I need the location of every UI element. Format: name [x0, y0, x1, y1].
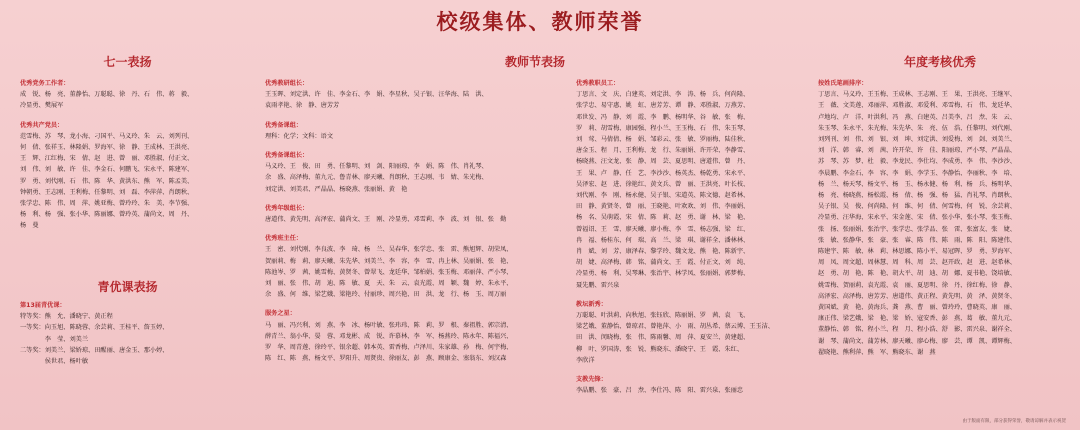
name-line: 罗 华、周青莲、徐玲平、银余超、韩本英、雷香梅、卢泽川、朱家雄、孙 梅、何宇梅、	[265, 344, 513, 352]
name-line: 刘 伟、刘 敏、许 佳、李金石、何鹏飞、宋永平、陈建军、	[20, 166, 194, 174]
column-youth-class	[20, 300, 245, 367]
name-line: 余 盛、何 维、梁艺娥、梁艳玲、付丽珍、周兴艳、田 洪、龙 行、杨 玉、周万丽	[265, 291, 507, 299]
name-line: 马义玲、王 俊、田 勇、任黎明、刘 剑、阳丽琼、李 娟、陈 伟、肖礼琴、	[265, 163, 488, 171]
name-line: 王 薇、文美莲、邓丽萍、邓胜淑、邓爱利、邓雪梅、石 伟、龙廷华、	[818, 102, 1016, 110]
group-heading: 优秀党务工作者：	[20, 80, 70, 87]
name-line: 侯世君、杨叶敏	[20, 358, 89, 366]
name-line: 刘 丽、张 伟、胡 迪、陈 敏、夏 天、朱 云、袁光霞、周 颖、魏 婷、朱永平、	[265, 280, 513, 288]
name-line: 周 凤、周文超、周林慧、周 科、周 芸、赵开政、赵 进、赵希林、	[818, 259, 1016, 267]
name-line: 丁思言、文 庆、白建英、刘定洪、李 涛、杨 兵、何尚隆、	[576, 91, 750, 99]
name-line: 陈 红、陈 燕、杨文平、罗阳升、周贤贵、徐丽友、彭 燕、顾康金、塞翁东、刘汉森	[265, 355, 507, 363]
name-line: 王 辉、江红梅、宋 倩、赵 进、曾 丽、邓胜淑、付正文、	[20, 155, 194, 163]
name-line: 田 洪、闵晓梅、张 伟、陈雨馨、周 萍、夏安兰、黄建超、	[576, 334, 750, 342]
group-heading: 优秀备课组：	[265, 121, 303, 129]
name-line: 万聪聪、叶洪莉、向秋旭、张钰欣、陈丽娟、罗 茜、袁 飞、	[576, 312, 750, 320]
name-line: 王玉晖、刘定洪、许 佳、李金石、李 娟、李星秋、吴子银、汪华海、陆 洪、	[265, 91, 488, 99]
name-line: 唐金玉、程 月、王利梅、龙 行、朱丽娟、许开荣、李静雪、	[576, 147, 750, 155]
group-heading: 优秀年级组长：	[265, 204, 309, 212]
name-line: 田 静、黄贤冬、曾 丽、王晓艳、叶欢欢、刘 伟、李丽娟、	[576, 203, 750, 211]
name-line: 卢地均、卢 洋、叶洪利、冯 燕、白建英、吕美李、吕 焘、朱 云、	[818, 113, 1016, 121]
name-line: 吴泽宏、赵 进、徐艳红、黄文兵、曾 丽、王洪亮、叶长枝、	[576, 180, 750, 188]
name-line: 唐道伟、黄先明、高泽宏、蒲尚文、王 刚、冷显勇、邓雪莉、李 波、刘 银、张 勤	[265, 216, 507, 224]
name-line: 李 莹、刘美兰	[20, 335, 89, 343]
group-heading: 优秀教职员工：	[576, 80, 620, 87]
name-line: 特等奖：熊 允、潘晓宁、黄正程	[20, 313, 113, 321]
name-line: 马 丽、冯兴利、刘 燕、李 冰、杨叶敏、张玮玮、陈 莉、罗 根、秦祖胜、郭宗清、	[265, 321, 513, 329]
name-line: 成 锐、杨 亮、董静怡、万聪聪、徐 丹、石 伟、蒋 毅、	[20, 91, 194, 99]
name-line: 钟朝勇、王志刚、王利梅、任黎明、刘 磊、李萍萍、肖朗秋、	[20, 188, 194, 196]
name-line: 姚雪梅、贺丽莉、袁光霞、袁 丽、夏思明、徐 丹、徐红梅、徐 静、	[818, 281, 1016, 289]
group-heading: 优秀备课组长：	[265, 152, 309, 160]
name-line: 何 倩、张祥玉、林隆娟、罗海军、徐 静、王成林、王洪亮、	[20, 144, 194, 152]
name-line: 高泽宏、高泽梅、唐芳芳、唐道伟、黄正程、黄先明、黄 泽、黄贤冬、	[818, 292, 1016, 300]
name-line: 杨晓燕、汪文龙、张 静、周 芸、夏思明、唐道伟、曾 丹、	[576, 158, 750, 166]
name-line: 王 密、刘代刚、李良波、李 琦、杨 兰、吴春华、张学忠、张 雷、熊旭辉、胡荣凤、	[265, 246, 513, 254]
name-line: 康正伟、梁艺娥、梁 艳、梁 娇、寇安香、彭 燕、葛 敏、董九元、	[818, 315, 1016, 323]
section-title-annual-excellent: 年度考核优秀	[903, 55, 976, 69]
name-line: 刘代刚、李 刚、杨永健、吴子银、宋道英、陈文德、赵希林、	[576, 192, 750, 200]
name-line: 苏 琴、苏 梦、杜 毅、李龙民、李仕均、李成勇、李 伟、李沙沙、	[818, 158, 1016, 166]
name-line: 梁艺娥、董静怡、曾琼君、曾艳萍、小 雨、胡丛希、蔡云博、王玉洁、	[576, 323, 774, 331]
group-heading: 按姓氏笔画排序：	[818, 80, 868, 87]
name-line: 理科：化学；文科：语文	[265, 132, 334, 140]
name-line: 丁思言、马义玲、王玉梅、王成林、王志刚、王 果、王洪亮、王继军、	[818, 91, 1016, 99]
group-heading: 第13届青优课：	[20, 302, 66, 309]
name-line: 谢 琴、蒲尚文、蒲芳林、廖天曦、廖心梅、廖 芸、谭 凯、谭辉梅、	[818, 337, 1016, 345]
name-line: 冷显勇、汪华海、宋永平、宋金莲、宋 倩、张小华、张小琴、张玉梅、	[818, 214, 1016, 222]
name-line: 翟晓艳、熊利萍、熊 军、熊晓东、谢 燕	[818, 348, 936, 356]
name-line: 董静怡、韩 铭、程小兰、程 月、程小浩、舒 影、雷兴泉、谢祥全、	[818, 326, 1016, 334]
name-line: 陈池岑、罗 茜、姚雪梅、黄贤冬、曾翠飞、龙廷华、邹柏娟、张玉梅、邓丽萍、严小琴、	[265, 268, 513, 276]
name-line: 肖 斌、刘 芳、康泽春、黎学玲、魏文龙、熊 艳、陈新宇、	[576, 248, 750, 256]
name-line: 一等奖：向玉旭、陈晓蓉、余芸莉、王桂平、詹玉婷、	[20, 324, 169, 332]
name-line: 王 果、卢 静、任 艺、李沙沙、杨英杰、杨乾勇、宋永平、	[576, 169, 750, 177]
name-line: 朱玉琴、朱永平、朱光梅、朱先华、朱 亮、伍 浩、任黎明、刘代刚、	[818, 124, 1016, 132]
name-line: 赵 勇、胡 艳、陈 艳、胡大平、胡 迪、胡 娜、夏书艳、饶培敏、	[818, 270, 1016, 278]
name-line: 冉 福、杨桂东、何 瑞、高 兰、梁 琪、谢祥全、潘林林、	[576, 236, 750, 244]
name-line: 冷显勇、樊展军	[20, 102, 64, 110]
name-line: 刘定洪、刘美君、严晶晶、杨晓燕、张丽娟、黄 艳	[265, 185, 408, 193]
name-line: 杨 利、杨 强、张小华、陈丽娜、曾玲英、蒲尚文、周 丹、	[20, 211, 194, 219]
column-teachers-day-right	[576, 78, 806, 396]
name-line: 袁雨孝艳、徐 静、唐芳芳	[265, 102, 340, 110]
name-line: 罗 勇、刘代刚、石 伟、陈 华、黄洪东、熊 军、陈孟美、	[20, 177, 194, 185]
name-line: 刘列刊、刘 伟、刘 银、刘 坤、刘定洪、刘爱梅、刘 剑、刘美兰、	[818, 136, 1016, 144]
name-line: 杨 名、吴萌霞、宋 倩、陈 莉、赵 勇、谢 林、梁 艳、	[576, 214, 750, 222]
name-line: 聂先鹏、雷兴泉	[576, 281, 620, 289]
name-line: 张学忠、易守惠、姚 虹、唐芳芳、谭 静、邓胜淑、万燕芳、	[576, 102, 750, 110]
name-line: 杨 曼	[20, 222, 39, 230]
name-line: 刘 洋、韩 睿、刘 茜、许开荣、许 佳、阳丽琼、严小琴、严晶晶、	[818, 147, 1016, 155]
group-heading: 教坛新秀：	[576, 300, 607, 308]
name-line: 张学忠、陈 伟、周 萍、姚亚梅、曾玲玲、朱 美、李节强、	[20, 200, 194, 208]
column-teachers-day-left	[265, 78, 565, 364]
name-line: 黄国斌、黄 艳、黄海兵、龚 燕、曹 丽、曾玲玲、曹晓英、康 丽、	[818, 304, 1016, 312]
name-line: 李晶鹏、张 豪、吕 焘、李仕冯、陈 阳、雷兴泉、张丽忠	[576, 387, 744, 395]
section-title-qiyi: 七一表扬	[103, 55, 152, 69]
name-line: 冷显勇、杨 利、吴琴琳、张治宇、林学凤、张丽娟、郭梦梅、	[576, 270, 750, 278]
name-line: 范雪梅、苏 琴、龙小海、刁国平、马义玲、朱 云、刘列刊、	[20, 132, 194, 140]
name-line: 贺丽莉、梅 莉、廖天曦、朱先华、刘美兰、李 容、李 雪、冉上林、吴丽娟、张 艳、	[265, 257, 513, 265]
name-line: 刘 莺、马倩倩、杨 娟、邹彩云、张 敏、罗丽梅、陆佳秋、	[576, 136, 750, 144]
name-line: 吴子银、吴 俊、何尚隆、何 维、何 倩、何雪梅、何 锐、余芸莉、	[818, 203, 1016, 211]
name-line: 余 盛、高泽梅、董九元、鲁青林、廖天曦、肖朗秋、王志刚、韦 婧、朱光梅、	[265, 174, 488, 182]
column-annual-excellent	[818, 78, 1068, 358]
name-line: 薛青兰、翁小华、晏 蓉、邓龙彬、成 锐、许慕林、李 军、杨燕玲、陈永年、陈福兴、	[265, 332, 513, 340]
group-heading: 优秀班主任：	[265, 235, 303, 243]
name-line: 李晨鹏、李金石、李 容、李 娟、李学玉、李静怡、李丽秋、李 培、	[818, 169, 1016, 177]
name-line: 邓世发、冯 静、刘 霞、李 鹏、杨明华、谷 敏、张 梅、	[576, 113, 750, 121]
name-line: 张 敏、张静华、张 豪、张 睿、陈 伟、陈 雨、陈 阳、陈建伟、	[818, 236, 1016, 244]
name-line: 柳 叶、罗国涛、张 锐、熊晓东、潘晓宁、王 霞、朱红、	[576, 345, 744, 353]
page-title: 校级集体、教师荣誉	[436, 9, 644, 34]
group-heading: 支教先锋：	[576, 376, 607, 384]
name-line: 陈建宇、陈 敏、林 莉、林思娜、陈小平、易冠晖、罗 勇、罗海军、	[818, 248, 1016, 256]
name-line: 二等奖：刘美兰、梁娇琼、田醒丽、唐金玉、那小婷、	[20, 346, 169, 354]
name-line: 李欣洋	[576, 356, 595, 364]
name-line: 曾福诏、王 雪、廖天曦、廖小梅、李 雪、杨志强、梁 红、	[576, 225, 750, 233]
name-line: 杨 亮、杨晓燕、杨松霞、杨 倩、杨 强、杨 猛、肖礼琴、肖朗秋、	[818, 192, 1016, 200]
name-line: 杨 兰、杨天琴、杨文平、杨 玉、杨永健、杨 利、杨 兵、杨明华、	[818, 180, 1016, 188]
name-line: 张 扬、张丽娟、张治宇、张学忠、张学品、张 雷、张富友、张 婕、	[818, 225, 1016, 233]
section-title-teachers-day: 教师节表扬	[504, 55, 565, 69]
name-line: 罗 莉、胡雪梅、康园强、程小兰、王玉梅、石 伟、朱玉琴、	[576, 124, 750, 132]
column-qiyi	[20, 78, 245, 232]
group-heading: 优秀共产党员：	[20, 121, 64, 129]
footer-note: 由于版面有限，部分获得荣誉，敬请谅解并表示祝贺	[962, 419, 1066, 424]
section-title-youth-class: 青优课表扬	[97, 280, 158, 294]
name-line: 胡 婕、高泽梅、韩 铭、蒲尚文、王 霞、付正文、刘 纯、	[576, 259, 750, 267]
group-heading: 服务之星：	[265, 310, 296, 318]
group-heading: 优秀教研组长：	[265, 80, 309, 87]
